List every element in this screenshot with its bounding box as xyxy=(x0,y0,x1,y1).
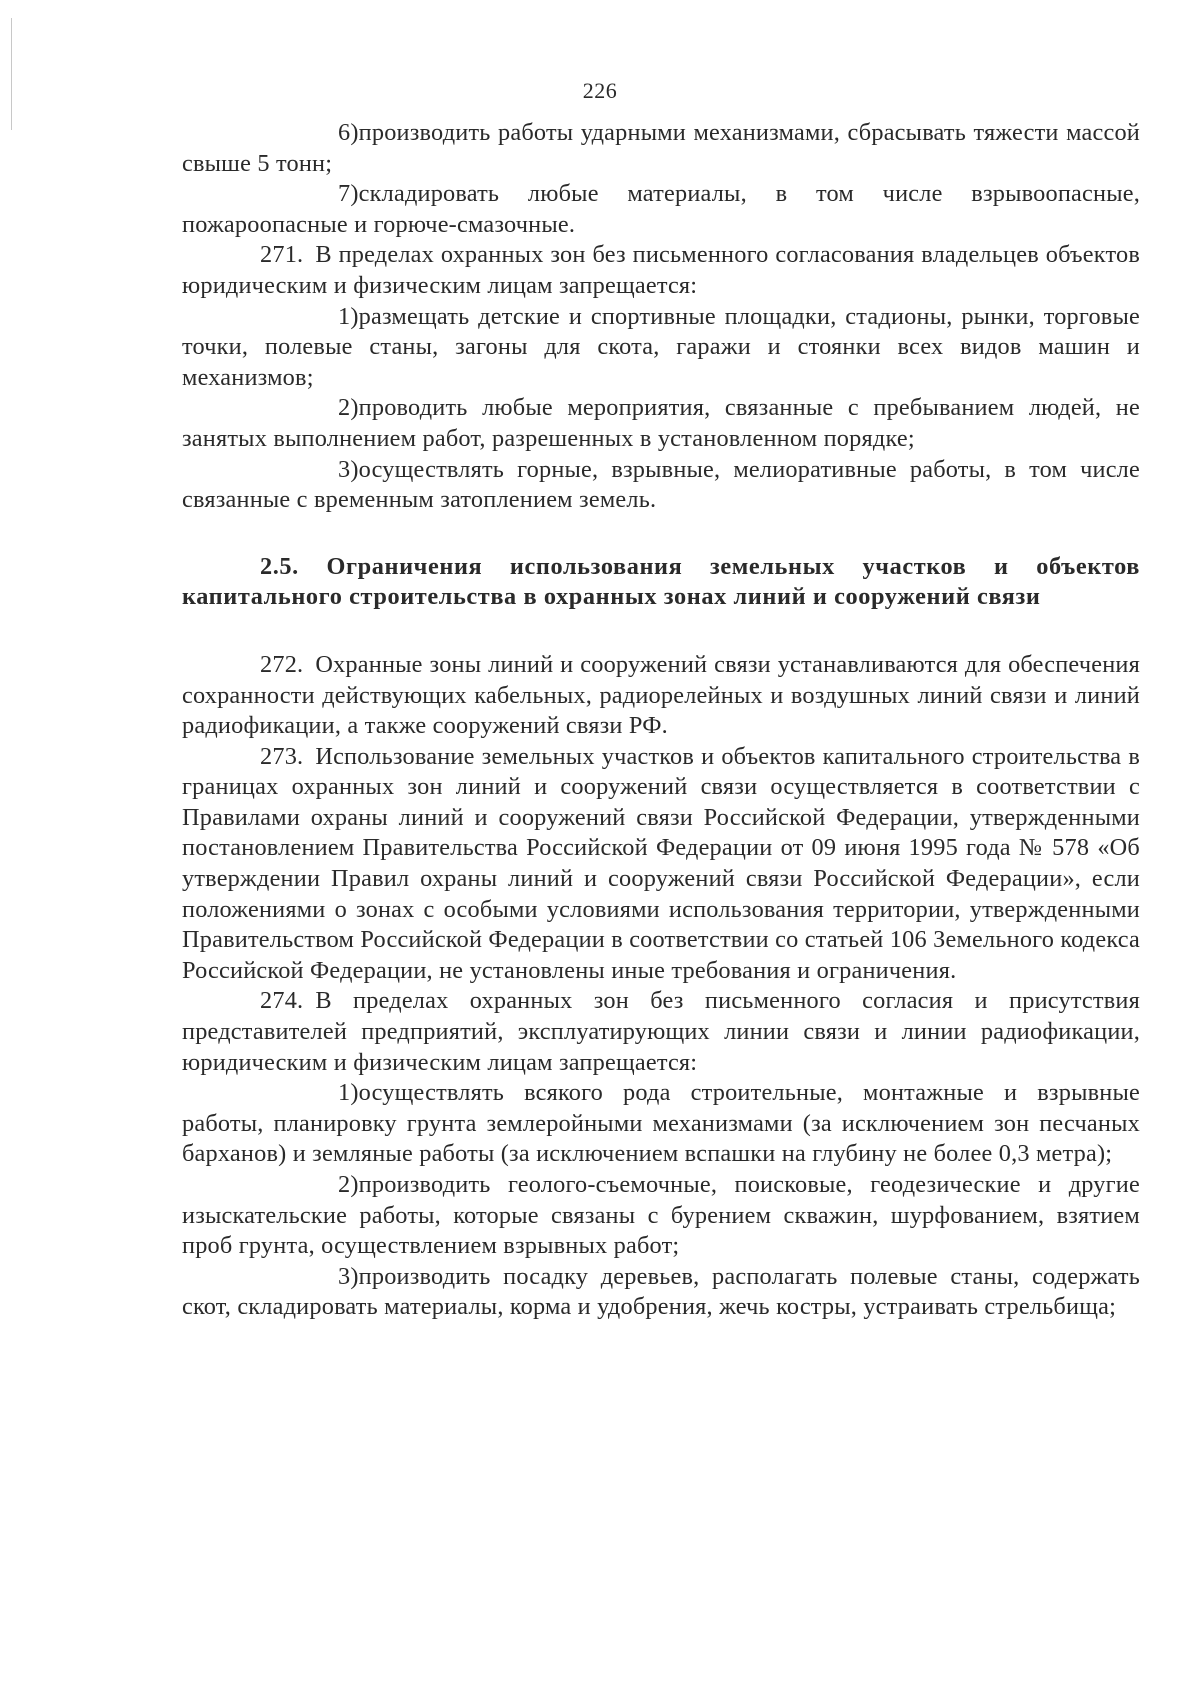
paragraph-text: Использование земельных участков и объектов капитального строительства в границах охранных зон линий и сооружений связи осуществляется в соответствии с Правилами охраны линий и сооружений связи Российской Федерации, утвержденными постановлением Правительства Российской Федерации от 09 июня 1995 года № 578 «Об утверждении Правил охраны линий и сооружений связи Российской Федерации», если положениями о зонах с особыми условиями использования территории, утвержденными Правительством Российской Федерации в соответствии со статьей 106 Земельного кодекса Российской Федерации, не установлены иные требования и ограничения. xyxy=(182,742,1140,984)
item-text: осуществлять горные, взрывные, мелиоративные работы, в том числе связанные с временным затоплением земель. xyxy=(182,455,1140,514)
paragraph xyxy=(182,650,1140,742)
item-text: складировать любые материалы, в том числе взрывоопасные, пожароопасные и горюче-смазочные. xyxy=(182,180,1140,238)
paragraph-text: Охранные зоны линий и сооружений связи устанавливаются для обеспечения сохранности действующих кабельных, радиорелейных и воздушных линий связи и линий радиофикации, а также сооружений связи РФ. xyxy=(182,650,1140,740)
paragraph xyxy=(182,986,1140,1078)
paragraph-number: 271. xyxy=(260,241,304,269)
paragraph xyxy=(182,240,1140,301)
list-item xyxy=(182,118,1140,179)
item-marker: 2) xyxy=(338,1171,359,1198)
item-text: размещать детские и спортивные площадки, стадионы, рынки, торговые точки, полевые станы, загоны для скота, гаражи и стоянки всех видов машин и механизмов; xyxy=(182,302,1140,391)
item-marker: 2) xyxy=(338,394,359,422)
page-number: 226 xyxy=(582,78,618,103)
item-marker: 7) xyxy=(338,180,359,208)
section-heading: 2.5. Ограничения использования земельных участков и объектов капитального строительства в охранных зонах линий и сооружений связи xyxy=(182,552,1140,611)
document-body xyxy=(182,118,1140,1323)
paragraph-text: В пределах охранных зон без письменного согласия и присутствия представителей предприятий, эксплуатирующих линии связи и линии радиофикации, юридическим и физическим лицам запрещается: xyxy=(182,987,1140,1076)
item-text: производить работы ударными механизмами, сбрасывать тяжести массой свыше 5 тонн; xyxy=(182,119,1140,177)
paragraph-text: В пределах охранных зон без письменного согласования владельцев объектов юридическим и физическим лицам запрещается: xyxy=(182,241,1140,299)
item-marker: 6) xyxy=(338,119,359,146)
paragraph xyxy=(182,742,1140,987)
list-item xyxy=(182,393,1140,454)
item-marker: 3) xyxy=(338,455,359,483)
item-marker: 1) xyxy=(338,1079,359,1107)
item-marker: 3) xyxy=(338,1262,359,1290)
item-text: осуществлять всякого рода строительные, монтажные и взрывные работы, планировку грунта землеройными механизмами (за исключением зон песчаных барханов) и земляные работы (за исключением вспашки на глубину не более 0,3 метра); xyxy=(182,1079,1140,1168)
item-text: проводить любые мероприятия, связанные с пребыванием людей, не занятых выполнением работ, разрешенных в установленном порядке; xyxy=(182,394,1140,452)
item-text: производить посадку деревьев, располагать полевые станы, содержать скот, складировать материалы, корма и удобрения, жечь костры, устраивать стрельбища; xyxy=(182,1262,1140,1321)
paragraph-number: 273. xyxy=(260,742,304,770)
paragraph-number: 274. xyxy=(260,987,304,1015)
item-text: производить геолого-съемочные, поисковые, геодезические и другие изыскательские работы, которые связаны с бурением скважин, шурфованием, взятием проб грунта, осуществлением взрывных работ; xyxy=(182,1171,1140,1260)
paragraph-number: 272. xyxy=(260,650,304,678)
list-item xyxy=(182,302,1140,394)
scan-edge-mark xyxy=(11,18,12,130)
list-item xyxy=(182,1078,1140,1170)
list-item xyxy=(182,1262,1140,1323)
list-item xyxy=(182,179,1140,240)
list-item xyxy=(182,1170,1140,1262)
item-marker: 1) xyxy=(338,302,359,330)
list-item xyxy=(182,455,1140,516)
